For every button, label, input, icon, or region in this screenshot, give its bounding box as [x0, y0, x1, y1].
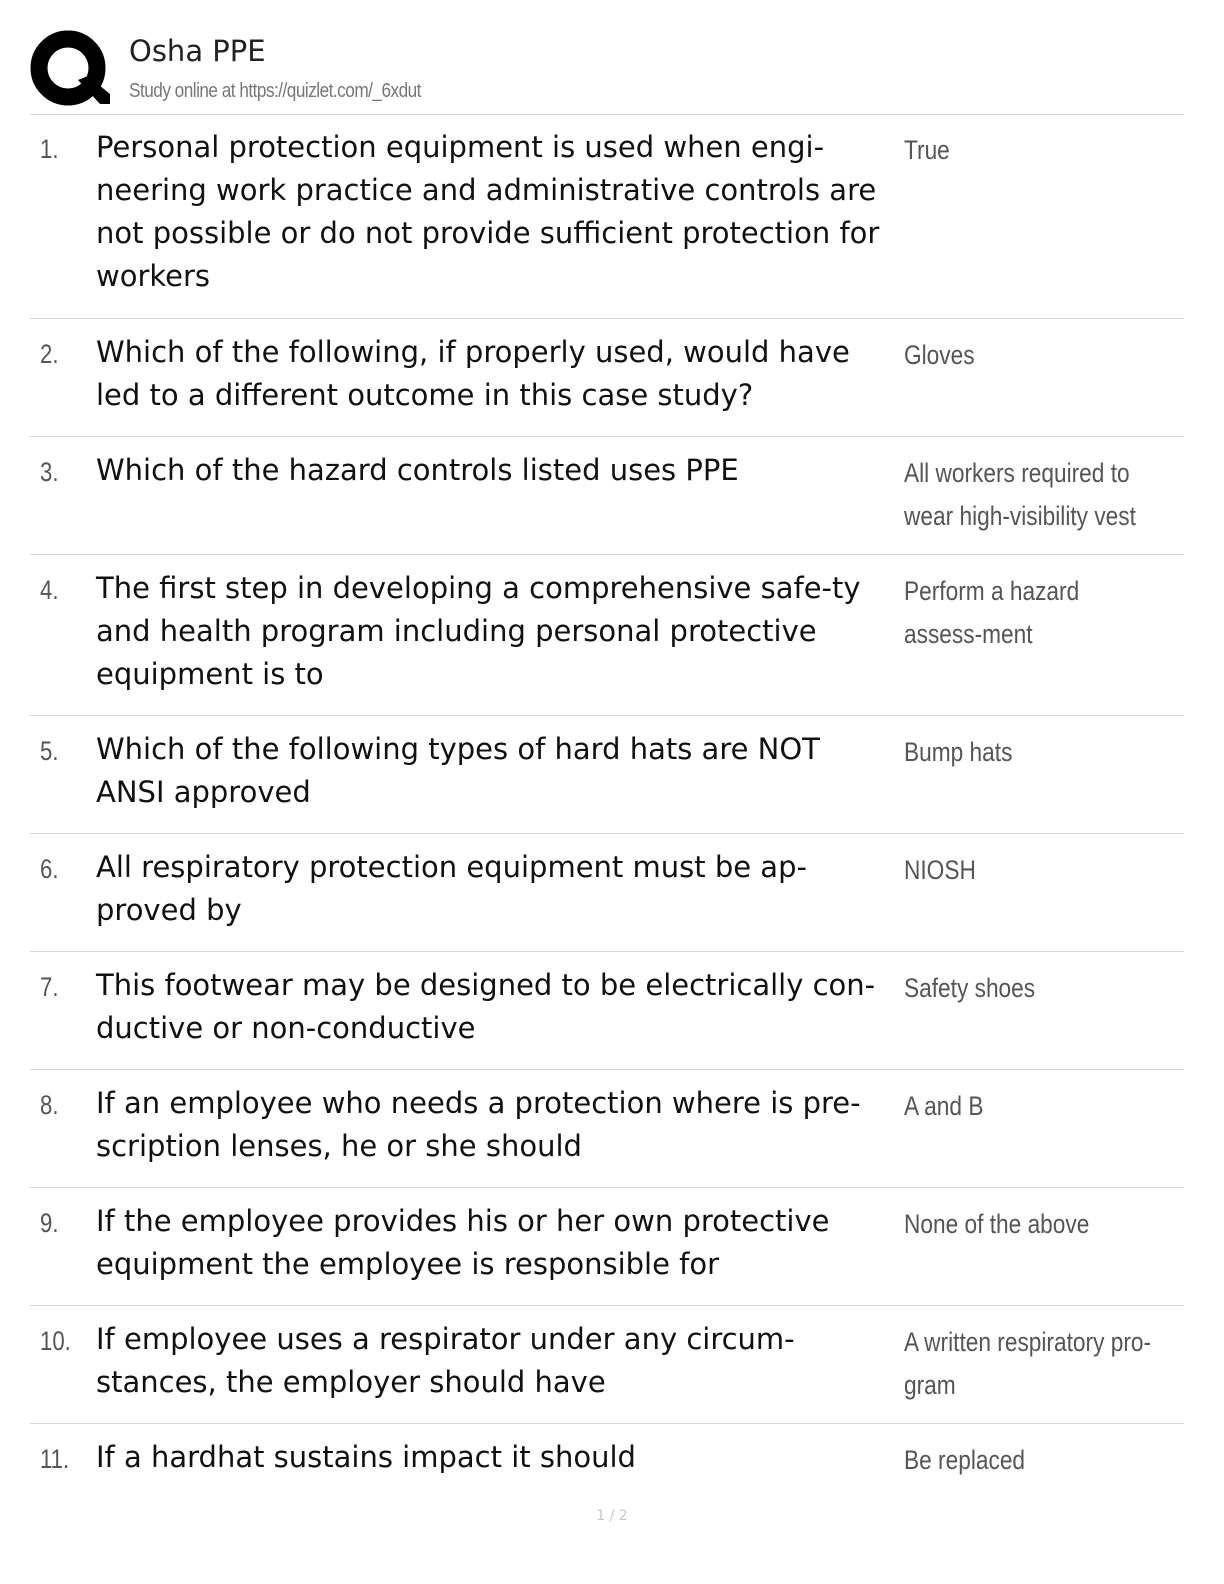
card-term: If a hardhat sustains impact it should — [96, 1440, 636, 1474]
page-number: 1 / 2 — [596, 1508, 628, 1524]
card-term: Personal protection equipment is used when engi-neering work practice and administrative controls are not possible or do not provide sufficient protection for workers — [96, 130, 880, 293]
card-number: 5. — [40, 736, 59, 766]
card-number: 6. — [40, 854, 59, 884]
flashcard-row — [30, 716, 1184, 834]
card-definition: Perform a hazard assess-ment — [904, 576, 1080, 649]
card-definition: None of the above — [904, 1209, 1090, 1239]
card-definition: Bump hats — [904, 737, 1013, 767]
flashcard-row — [30, 555, 1184, 716]
card-definition: Be replaced — [904, 1445, 1026, 1475]
flashcard-row — [30, 1070, 1184, 1188]
flashcard-row — [30, 1188, 1184, 1306]
card-definition: NIOSH — [904, 855, 976, 885]
flashcard-row — [30, 952, 1184, 1070]
card-number: 7. — [40, 972, 59, 1002]
card-number: 8. — [40, 1090, 59, 1120]
set-title: Osha PPE — [129, 34, 266, 68]
card-definition: Gloves — [904, 340, 975, 370]
card-number: 9. — [40, 1208, 59, 1238]
flashcard-list — [30, 114, 1184, 1504]
flashcard-row — [30, 1424, 1184, 1504]
card-term: Which of the following, if properly used, would have led to a different outcome in this case study? — [96, 335, 850, 412]
card-number: 4. — [40, 575, 59, 605]
card-definition: All workers required to wear high-visibility vest — [904, 458, 1136, 531]
card-term: Which of the following types of hard hats are NOT ANSI approved — [96, 732, 820, 809]
card-term: All respiratory protection equipment must be ap-proved by — [96, 850, 807, 927]
flashcard-row — [30, 1306, 1184, 1424]
card-term: If employee uses a respirator under any circum-stances, the employer should have — [96, 1322, 795, 1399]
card-definition: True — [904, 135, 950, 165]
study-online-link[interactable]: Study online at https://quizlet.com/_6xdut — [129, 80, 421, 102]
card-term: Which of the hazard controls listed uses PPE — [96, 453, 739, 487]
card-number: 11. — [40, 1444, 70, 1474]
flashcard-row — [30, 437, 1184, 555]
flashcard-row — [30, 114, 1184, 319]
card-term: If an employee who needs a protection where is pre-scription lenses, he or she should — [96, 1086, 861, 1163]
flashcard-row — [30, 319, 1184, 437]
card-number: 10. — [40, 1326, 71, 1356]
card-term: If the employee provides his or her own protective equipment the employee is responsible for — [96, 1204, 830, 1281]
card-definition: A and B — [904, 1091, 984, 1121]
card-number: 3. — [40, 457, 59, 487]
card-definition: Safety shoes — [904, 973, 1036, 1003]
quizlet-logo-icon — [30, 30, 110, 110]
card-number: 1. — [40, 134, 59, 164]
card-term: This footwear may be designed to be electrically con-ductive or non-conductive — [96, 968, 876, 1045]
page-header — [30, 28, 1184, 115]
card-definition: A written respiratory pro-gram — [904, 1327, 1152, 1400]
card-term: The first step in developing a comprehensive safe-ty and health program including personal protective equipment is to — [96, 571, 861, 691]
flashcard-row — [30, 834, 1184, 952]
card-number: 2. — [40, 339, 59, 369]
